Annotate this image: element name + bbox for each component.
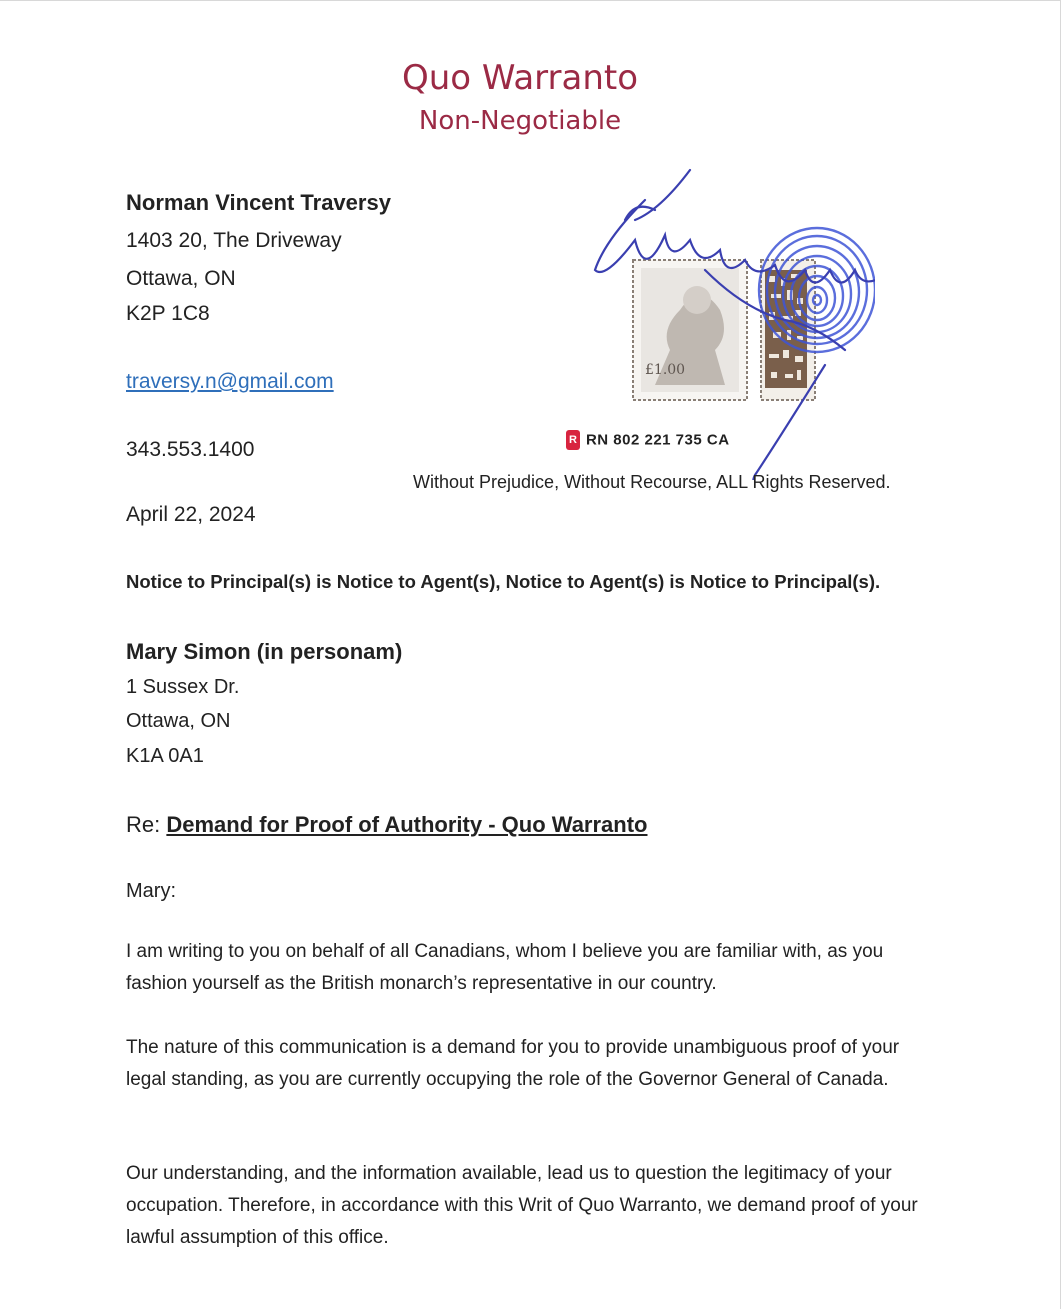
document-subtitle: Non-Negotiable	[418, 106, 622, 136]
sender-name: Norman Vincent Traversy	[126, 190, 391, 215]
sender-address-line2: Ottawa, ON	[126, 267, 236, 290]
stamp-value: £1.00	[645, 362, 686, 378]
postage-stamp	[633, 260, 747, 400]
registered-number-text: RN 802 221 735 CA	[585, 431, 730, 449]
document-title: Quo Warranto	[401, 58, 639, 98]
registered-badge: R	[566, 430, 580, 450]
letter-date: April 22, 2024	[126, 503, 256, 526]
notice-line: Notice to Principal(s) is Notice to Agent(s), Notice to Agent(s) is Notice to Principal(s).	[126, 571, 881, 592]
subject-text: Demand for Proof of Authority - Quo Warranto	[166, 812, 648, 837]
recipient-address-line2: Ottawa, ON	[126, 710, 231, 732]
sender-address-line1: 1403 20, The Driveway	[126, 229, 342, 252]
recipient-address-line1: 1 Sussex Dr.	[126, 676, 240, 698]
rights-reservation: Without Prejudice, Without Recourse, ALL Rights Reserved.	[413, 472, 891, 492]
recipient-name: Mary Simon (in personam)	[126, 639, 403, 664]
paragraph-1: I am writing to you on behalf of all Canadians, whom I believe you are familiar with, as you fashion yourself as the British monarch’s representative in our country.	[126, 941, 884, 994]
recipient-postal-code: K1A 0A1	[126, 745, 204, 767]
subject-prefix: Re:	[126, 812, 161, 837]
salutation: Mary:	[126, 880, 176, 902]
paragraph-2: The nature of this communication is a demand for you to provide unambiguous proof of your legal standing, as you are currently occupying the role of the Governor General of Canada.	[126, 1037, 900, 1090]
sender-postal-code: K2P 1C8	[126, 302, 210, 325]
paragraph-3: Our understanding, and the information available, lead us to question the legitimacy of your occupation. Therefore, in accordance with this Writ of Quo Warranto, we demand proof of your lawful assumption of this office.	[126, 1163, 918, 1248]
subject-line	[126, 812, 648, 838]
registered-mail-number	[566, 430, 730, 450]
sender-phone: 343.553.1400	[126, 438, 255, 461]
sender-email-link[interactable]: traversy.n@gmail.com	[126, 370, 334, 393]
